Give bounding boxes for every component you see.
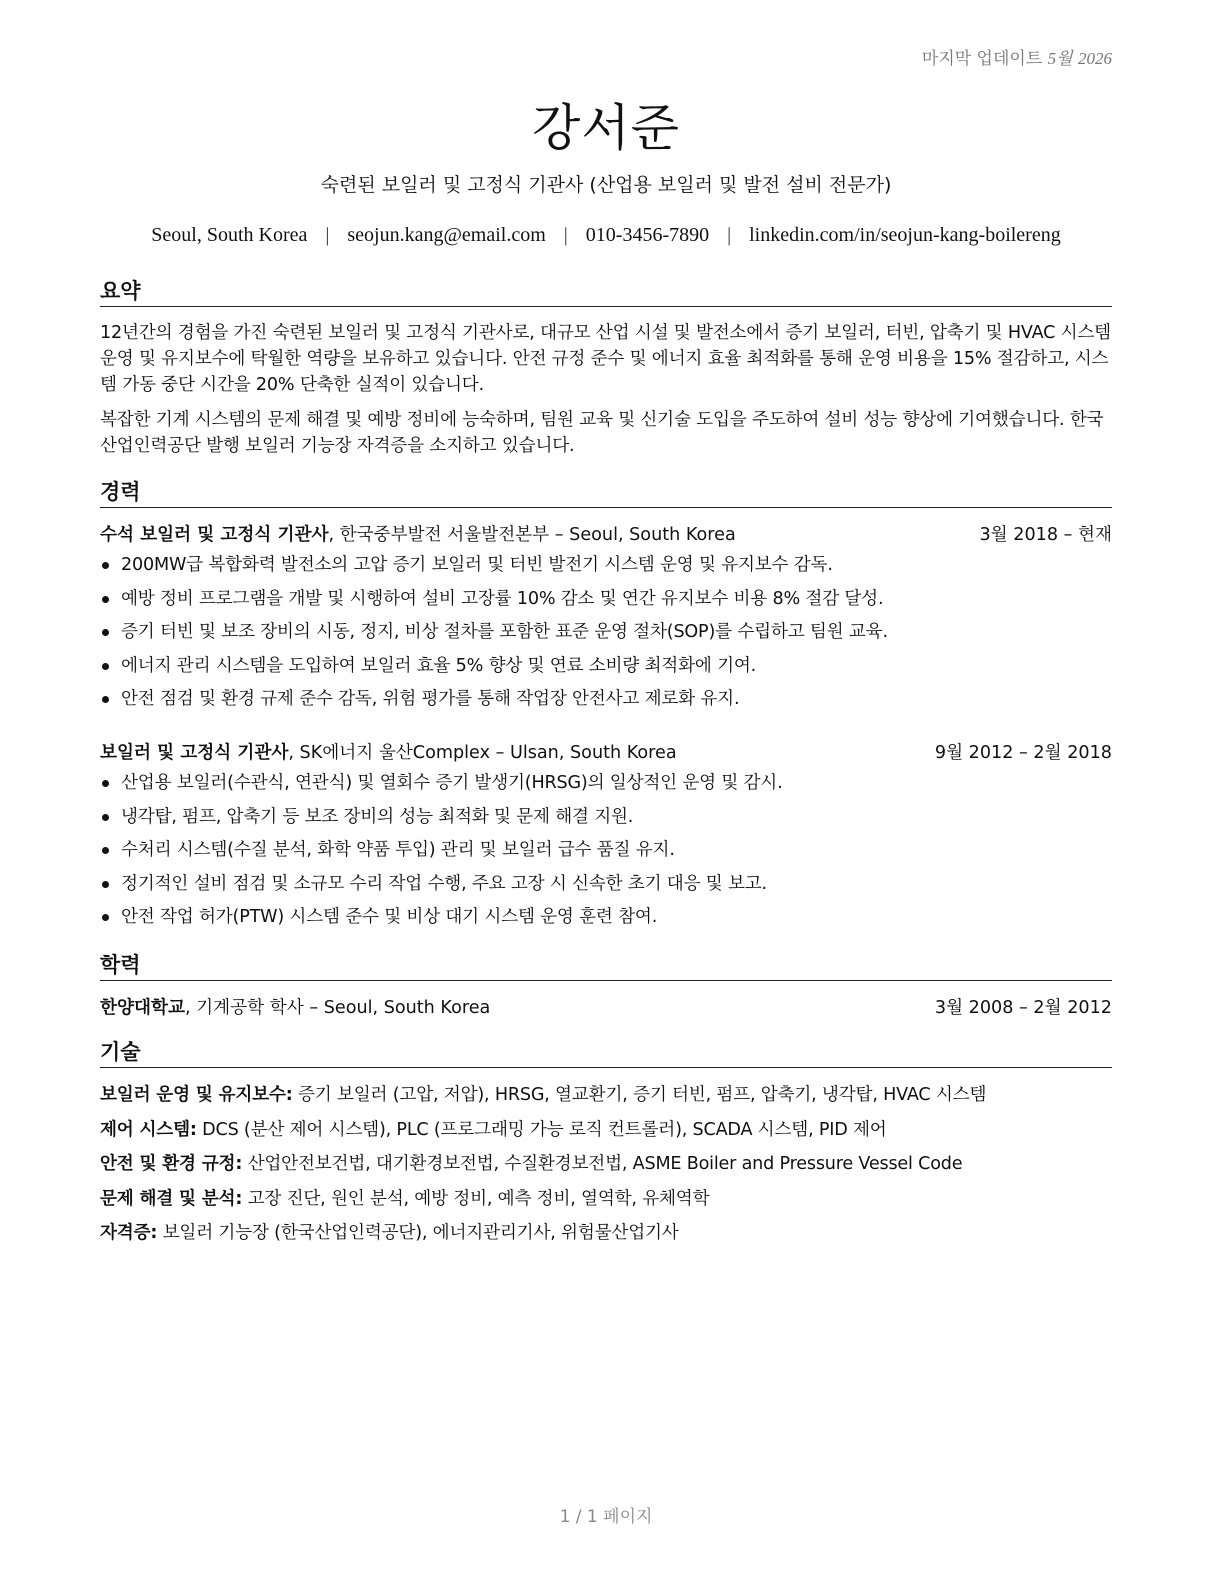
summary-paragraph: 복잡한 기계 시스템의 문제 해결 및 예방 정비에 능숙하며, 팀원 교육 및 신기술 도입을 주도하여 설비 성능 향상에 기여했습니다. 한국산업인력공단 발행 보일러 기능장 자격증을 소지하고 있습니다. bbox=[100, 410, 1104, 456]
headline: 숙련된 보일러 및 고정식 기관사 (산업용 보일러 및 발전 설비 전문가) bbox=[320, 174, 892, 196]
last-updated-year: 2026 bbox=[1078, 49, 1112, 68]
skill-value: 산업안전보건법, 대기환경보전법, 수질환경보전법, ASME Boiler and Pressure Vessel Code bbox=[242, 1154, 963, 1174]
list-item bbox=[100, 871, 1112, 905]
job-dates: 3월 2018 – 현재 bbox=[979, 525, 1112, 545]
skill-line bbox=[100, 1185, 1112, 1211]
school-name: 한양대학교 bbox=[100, 998, 185, 1018]
job-title: 보일러 및 고정식 기관사 bbox=[100, 743, 289, 763]
skill-line bbox=[100, 1150, 1112, 1176]
skill-line bbox=[100, 1081, 1112, 1107]
contact-phone[interactable]: 010-3456-7890 bbox=[585, 224, 710, 246]
section-heading-experience: 경력 bbox=[100, 476, 1112, 508]
page-number: 1 / 1 페이지 bbox=[559, 1507, 653, 1527]
bullet-icon bbox=[102, 663, 109, 670]
last-updated-label: 마지막 업데이트 bbox=[921, 49, 1043, 69]
list-item bbox=[100, 804, 1112, 838]
bullet-text: 200MW급 복합화력 발전소의 고압 증기 보일러 및 터빈 발전기 시스템 운영 및 유지보수 감독. bbox=[121, 555, 833, 575]
job-header bbox=[100, 739, 1112, 765]
bullet-text: 증기 터빈 및 보조 장비의 시동, 정지, 비상 절차를 포함한 표준 운영 절차(SOP)를 수립하고 팀원 교육. bbox=[121, 622, 888, 642]
last-updated-month: 5월 bbox=[1047, 49, 1073, 68]
list-item bbox=[100, 552, 1112, 586]
skill-label: 문제 해결 및 분석: bbox=[100, 1189, 243, 1209]
job-title: 수석 보일러 및 고정식 기관사 bbox=[100, 525, 329, 545]
bullet-icon bbox=[102, 780, 109, 787]
job-header bbox=[100, 521, 1112, 547]
job-bullet-list bbox=[100, 770, 1112, 938]
bullet-icon bbox=[102, 696, 109, 703]
skill-value: DCS (분산 제어 시스템), PLC (프로그래밍 가능 로직 컨트롤러), SCADA 시스템, PID 제어 bbox=[196, 1120, 887, 1140]
skill-label: 보일러 운영 및 유지보수: bbox=[100, 1085, 293, 1105]
contact-separator: | bbox=[563, 224, 568, 246]
contact-line bbox=[100, 224, 1112, 247]
list-item bbox=[100, 770, 1112, 804]
bullet-icon bbox=[102, 596, 109, 603]
section-heading-summary: 요약 bbox=[100, 275, 1112, 307]
education-detail: , 기계공학 학사 – Seoul, South Korea bbox=[184, 998, 491, 1018]
bullet-text: 정기적인 설비 점검 및 소규모 수리 작업 수행, 주요 고장 시 신속한 초기 대응 및 보고. bbox=[121, 873, 767, 894]
contact-separator: | bbox=[325, 224, 330, 246]
job-org: , 한국중부발전 서울발전본부 – Seoul, South Korea bbox=[328, 525, 736, 545]
job-org: , SK에너지 울산Complex – Ulsan, South Korea bbox=[288, 743, 677, 763]
bullet-text: 안전 점검 및 환경 규제 준수 감독, 위험 평가를 통해 작업장 안전사고 제로화 유지. bbox=[121, 689, 740, 709]
candidate-name: 강서준 bbox=[532, 99, 680, 157]
contact-linkedin[interactable]: linkedin.com/in/seojun-kang-boilereng bbox=[749, 224, 1061, 246]
skill-label: 자격증: bbox=[100, 1223, 158, 1243]
list-item bbox=[100, 837, 1112, 871]
contact-location: Seoul, South Korea bbox=[151, 224, 308, 246]
skill-line bbox=[100, 1219, 1112, 1245]
education-dates: 3월 2008 – 2월 2012 bbox=[934, 998, 1112, 1018]
list-item bbox=[100, 653, 1112, 687]
list-item bbox=[100, 904, 1112, 938]
bullet-icon bbox=[102, 847, 109, 854]
skill-label: 제어 시스템: bbox=[100, 1120, 197, 1140]
contact-email[interactable]: seojun.kang@email.com bbox=[347, 224, 546, 246]
bullet-icon bbox=[102, 881, 109, 888]
skill-line bbox=[100, 1116, 1112, 1142]
skill-value: 증기 보일러 (고압, 저압), HRSG, 열교환기, 증기 터빈, 펌프, 압축기, 냉각탑, HVAC 시스템 bbox=[292, 1085, 987, 1105]
bullet-text: 냉각탑, 펌프, 압축기 등 보조 장비의 성능 최적화 및 문제 해결 지원. bbox=[121, 806, 634, 827]
skill-label: 안전 및 환경 규정: bbox=[100, 1154, 243, 1174]
bullet-text: 예방 정비 프로그램을 개발 및 시행하여 설비 고장률 10% 감소 및 연간 유지보수 비용 8% 절감 달성. bbox=[121, 588, 884, 609]
resume-page bbox=[100, 0, 1112, 1584]
section-heading-education: 학력 bbox=[100, 949, 1112, 981]
bullet-icon bbox=[102, 562, 109, 569]
bullet-icon bbox=[102, 914, 109, 921]
bullet-icon bbox=[102, 629, 109, 636]
bullet-text: 에너지 관리 시스템을 도입하여 보일러 효율 5% 향상 및 연료 소비량 최적화에 기여. bbox=[121, 655, 757, 676]
job-dates: 9월 2012 – 2월 2018 bbox=[934, 743, 1112, 763]
summary-paragraph: 12년간의 경험을 가진 숙련된 보일러 및 고정식 기관사로, 대규모 산업 시설 및 발전소에서 증기 보일러, 터빈, 압축기 및 HVAC 시스템 운영 및 유지보수에 탁월한 역량을 보유하고 있습니다. 안전 규정 준수 및 에너지 효율 최적화를 통해 운영 비용을 15% 절감하고, 시스템 가동 중단 시간을 20% 단축한 실적이 있습니다. bbox=[100, 323, 1111, 395]
skill-value: 고장 진단, 원인 분석, 예방 정비, 예측 정비, 열역학, 유체역학 bbox=[242, 1189, 710, 1209]
bullet-text: 안전 작업 허가(PTW) 시스템 준수 및 비상 대기 시스템 운영 훈련 참여. bbox=[121, 907, 658, 927]
list-item bbox=[100, 586, 1112, 620]
list-item bbox=[100, 619, 1112, 653]
bullet-text: 산업용 보일러(수관식, 연관식) 및 열회수 증기 발생기(HRSG)의 일상적인 운영 및 감시. bbox=[121, 773, 783, 793]
section-heading-skills: 기술 bbox=[100, 1036, 1112, 1068]
bullet-text: 수처리 시스템(수질 분석, 화학 약품 투입) 관리 및 보일러 급수 품질 유지. bbox=[121, 840, 675, 860]
last-updated bbox=[922, 44, 1112, 69]
bullet-icon bbox=[102, 814, 109, 821]
contact-separator: | bbox=[727, 224, 732, 246]
list-item bbox=[100, 686, 1112, 720]
skill-value: 보일러 기능장 (한국산업인력공단), 에너지관리기사, 위험물산업기사 bbox=[157, 1223, 679, 1243]
job-bullet-list bbox=[100, 552, 1112, 720]
education-entry bbox=[100, 994, 1112, 1020]
